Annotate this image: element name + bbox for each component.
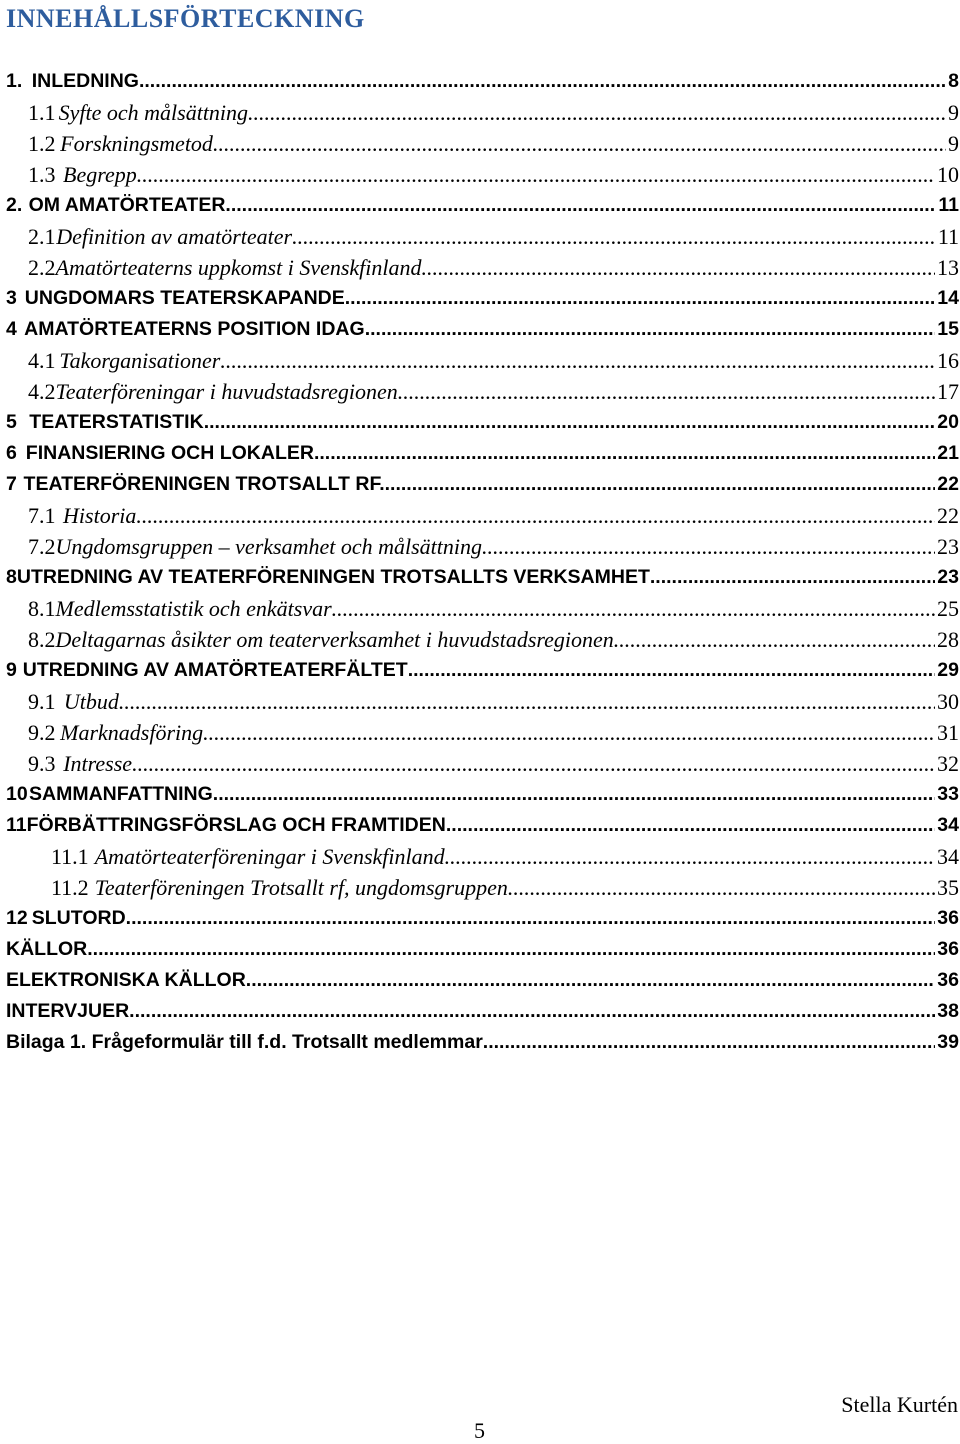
toc-entry-page: 31 bbox=[937, 719, 959, 745]
toc-entry-number: 12 bbox=[6, 907, 28, 929]
toc-entry-number: 6 bbox=[6, 442, 17, 464]
toc-entry-leader bbox=[6, 411, 935, 434]
toc-entry[interactable] bbox=[6, 469, 959, 500]
toc-entry[interactable] bbox=[6, 841, 959, 872]
toc-entry-label: SLUTORD bbox=[31, 907, 126, 929]
toc-entry-leader bbox=[6, 875, 935, 901]
toc-entry-leader bbox=[6, 100, 946, 126]
toc-entry-page: 15 bbox=[937, 318, 959, 340]
toc-entry-leader bbox=[6, 627, 935, 653]
toc-entry-leader bbox=[6, 503, 935, 529]
toc-entry-number: 8.1 bbox=[28, 595, 56, 621]
toc-entry-leader bbox=[6, 969, 935, 992]
author-name: Stella Kurtén bbox=[841, 1392, 958, 1417]
toc-entry-leader bbox=[6, 814, 935, 837]
toc-entry-label: Intresse bbox=[63, 750, 133, 776]
toc-entry[interactable] bbox=[6, 128, 959, 159]
toc-entry[interactable] bbox=[6, 438, 959, 469]
toc-entry-label: AMATÖRTEATERNS POSITION IDAG bbox=[24, 318, 365, 340]
toc-entry-number: 1.2 bbox=[28, 130, 56, 156]
toc-entry-number: 11.2 bbox=[51, 874, 89, 900]
toc-entry-label: Forskningsmetod bbox=[60, 130, 213, 156]
toc-entry-page: 29 bbox=[937, 659, 959, 681]
toc-entry-page: 10 bbox=[937, 161, 959, 187]
toc-entry-label: UNGDOMARS TEATERSKAPANDE bbox=[24, 287, 345, 309]
toc-entry-number: 1.3 bbox=[28, 161, 56, 187]
toc-title: INNEHÅLLSFÖRTECKNING bbox=[6, 4, 365, 33]
toc-entry-number: 4.1 bbox=[28, 347, 56, 373]
toc-entry-page: 20 bbox=[937, 411, 959, 433]
toc-entry-leader bbox=[6, 783, 935, 806]
toc-entry-label: OM AMATÖRTEATER bbox=[28, 194, 226, 216]
toc-entry-label: ELEKTRONISKA KÄLLOR bbox=[6, 969, 246, 991]
toc-entry-page: 22 bbox=[937, 473, 959, 495]
toc-entry[interactable] bbox=[6, 624, 959, 655]
toc-entry-page: 30 bbox=[937, 688, 959, 714]
toc-entry-number: 11 bbox=[6, 814, 27, 836]
toc-entry-number: 7.2 bbox=[28, 533, 56, 559]
toc-entry-label: Deltagarnas åsikter om teaterverksamhet i huvudstadsregionen bbox=[55, 626, 614, 652]
toc-entry-page: 14 bbox=[937, 287, 959, 309]
toc-entry-number: 5 bbox=[6, 411, 17, 433]
toc-entry-leader bbox=[6, 938, 935, 961]
toc-entry[interactable] bbox=[6, 810, 959, 841]
toc-entry-page: 17 bbox=[937, 378, 959, 404]
toc-entry-label: Teaterföreningar i huvudstadsregionen bbox=[55, 378, 398, 404]
toc-entry[interactable] bbox=[6, 593, 959, 624]
toc-entry-page: 25 bbox=[937, 595, 959, 621]
toc-entry-leader bbox=[6, 473, 935, 496]
toc-entry-number: 7 bbox=[6, 473, 17, 495]
toc-entry-label: FÖRBÄTTRINGSFÖRSLAG OCH FRAMTIDEN bbox=[26, 814, 446, 836]
toc-entry-leader bbox=[6, 162, 935, 188]
toc-entry[interactable] bbox=[6, 159, 959, 190]
toc-entry[interactable] bbox=[6, 686, 959, 717]
toc-entry-label: Amatörteaterföreningar i Svenskfinland bbox=[94, 843, 445, 869]
table-of-contents bbox=[6, 66, 959, 1058]
toc-entry-page: 36 bbox=[937, 907, 959, 929]
toc-entry-number: 2.1 bbox=[28, 223, 56, 249]
toc-entry-page: 28 bbox=[937, 626, 959, 652]
toc-entry-number: 8 bbox=[6, 566, 17, 588]
toc-entry-leader bbox=[6, 907, 935, 930]
toc-entry-leader bbox=[6, 689, 935, 715]
toc-entry-number: 1. bbox=[6, 70, 23, 92]
toc-entry-page: 36 bbox=[937, 938, 959, 960]
toc-entry[interactable] bbox=[6, 190, 959, 221]
toc-entry-number: 2.2 bbox=[28, 254, 56, 280]
toc-entry-page: 35 bbox=[937, 874, 959, 900]
toc-entry-label: SAMMANFATTNING bbox=[29, 783, 213, 805]
toc-entry-number: 11.1 bbox=[51, 843, 89, 869]
toc-entry-leader bbox=[6, 379, 935, 405]
toc-entry-page: 38 bbox=[937, 1000, 959, 1022]
toc-entry-leader bbox=[6, 224, 936, 250]
toc-entry-page: 23 bbox=[937, 566, 959, 588]
toc-entry[interactable] bbox=[6, 872, 959, 903]
toc-entry[interactable] bbox=[6, 531, 959, 562]
toc-entry-label: FINANSIERING OCH LOKALER bbox=[25, 442, 314, 464]
toc-entry-leader bbox=[6, 751, 935, 777]
toc-entry-page: 32 bbox=[937, 750, 959, 776]
toc-entry-page: 36 bbox=[937, 969, 959, 991]
toc-entry-number: 8.2 bbox=[28, 626, 56, 652]
toc-entry-leader bbox=[6, 1000, 935, 1023]
toc-entry[interactable] bbox=[6, 283, 959, 314]
toc-entry-label: KÄLLOR bbox=[6, 938, 88, 960]
toc-entry[interactable] bbox=[6, 779, 959, 810]
toc-entry-leader bbox=[6, 566, 935, 589]
toc-entry-number: 2. bbox=[6, 194, 23, 216]
toc-entry[interactable] bbox=[6, 252, 959, 283]
toc-entry-number: 10 bbox=[6, 783, 28, 805]
toc-entry[interactable] bbox=[6, 221, 959, 252]
toc-entry-leader bbox=[6, 318, 935, 341]
toc-entry-leader bbox=[6, 659, 935, 682]
toc-entry[interactable] bbox=[6, 1027, 959, 1058]
toc-entry-label: INTERVJUER bbox=[6, 1000, 130, 1022]
toc-entry-label: TEATERSTATISTIK bbox=[29, 411, 204, 433]
toc-entry-number: 7.1 bbox=[28, 502, 56, 528]
toc-entry-label: UTREDNING AV AMATÖRTEATERFÄLTET bbox=[22, 659, 408, 681]
toc-entry-page: 13 bbox=[937, 254, 959, 280]
toc-entry[interactable] bbox=[6, 562, 959, 593]
toc-entry-leader bbox=[6, 194, 936, 217]
toc-entry-number: 9.3 bbox=[28, 750, 56, 776]
toc-entry-page: 34 bbox=[937, 814, 959, 836]
toc-entry-label: Bilaga 1. Frågeformulär till f.d. Trotsallt medlemmar bbox=[6, 1031, 483, 1053]
toc-entry-label: Amatörteaterns uppkomst i Svenskfinland bbox=[55, 254, 422, 280]
toc-entry-label: Definition av amatörteater bbox=[56, 223, 293, 249]
toc-entry-leader bbox=[6, 1031, 935, 1054]
toc-entry[interactable] bbox=[6, 314, 959, 345]
toc-entry-leader bbox=[6, 720, 935, 746]
toc-entry-page: 39 bbox=[937, 1031, 959, 1053]
toc-entry-page: 11 bbox=[937, 223, 959, 249]
toc-entry-page: 23 bbox=[937, 533, 959, 559]
toc-entry-number: 1.1 bbox=[28, 99, 56, 125]
toc-entry[interactable] bbox=[6, 934, 959, 965]
toc-entry-leader bbox=[6, 348, 935, 374]
toc-entry-page: 22 bbox=[937, 502, 959, 528]
toc-entry-number: 3 bbox=[6, 287, 17, 309]
toc-entry[interactable] bbox=[6, 965, 959, 996]
toc-entry-leader bbox=[6, 844, 935, 870]
toc-entry-label: INLEDNING bbox=[31, 70, 139, 92]
toc-entry-label: Teaterföreningen Trotsallt rf, ungdomsgruppen bbox=[94, 874, 508, 900]
toc-entry[interactable] bbox=[6, 717, 959, 748]
toc-entry-leader bbox=[6, 442, 935, 465]
toc-entry[interactable] bbox=[6, 748, 959, 779]
toc-entry-number: 9.2 bbox=[28, 719, 56, 745]
toc-entry-page: 34 bbox=[937, 843, 959, 869]
toc-entry-leader bbox=[6, 70, 946, 93]
toc-entry-label: Utbud bbox=[63, 688, 119, 714]
page-number: 5 bbox=[474, 1418, 485, 1443]
toc-entry[interactable] bbox=[6, 376, 959, 407]
toc-entry[interactable] bbox=[6, 345, 959, 376]
toc-entry[interactable] bbox=[6, 903, 959, 934]
toc-entry-label: Syfte och målsättning bbox=[58, 99, 249, 125]
toc-entry-leader bbox=[6, 131, 946, 157]
toc-entry-page: 9 bbox=[948, 99, 959, 125]
toc-entry[interactable] bbox=[6, 97, 959, 128]
toc-entry-number: 4 bbox=[6, 318, 17, 340]
toc-entry[interactable] bbox=[6, 996, 959, 1027]
toc-entry-number: 4.2 bbox=[28, 378, 56, 404]
toc-entry-leader bbox=[6, 534, 935, 560]
toc-entry-page: 33 bbox=[937, 783, 959, 805]
toc-entry[interactable] bbox=[6, 500, 959, 531]
toc-entry-number: 9.1 bbox=[28, 688, 56, 714]
toc-entry-leader bbox=[6, 287, 935, 310]
toc-entry[interactable] bbox=[6, 407, 959, 438]
toc-entry-label: Marknadsföring bbox=[60, 719, 204, 745]
toc-entry-label: Ungdomsgruppen – verksamhet och målsättning bbox=[55, 533, 483, 559]
toc-entry-label: UTREDNING AV TEATERFÖRENINGEN TROTSALLTS VERKSAMHET bbox=[16, 566, 650, 588]
toc-entry-leader bbox=[6, 596, 935, 622]
toc-entry-page: 8 bbox=[948, 70, 959, 92]
toc-entry-leader bbox=[6, 255, 935, 281]
toc-entry-label: TEATERFÖRENINGEN TROTSALLT RF. bbox=[23, 473, 385, 495]
toc-entry-label: Medlemsstatistik och enkätsvar bbox=[55, 595, 332, 621]
toc-entry-number: 9 bbox=[6, 659, 17, 681]
toc-entry-label: Begrepp bbox=[63, 161, 137, 187]
toc-entry-page: 21 bbox=[937, 442, 959, 464]
toc-entry-page: 11 bbox=[938, 194, 959, 216]
toc-entry[interactable] bbox=[6, 66, 959, 97]
toc-entry[interactable] bbox=[6, 655, 959, 686]
toc-entry-label: Takorganisationer bbox=[59, 347, 221, 373]
toc-entry-page: 9 bbox=[948, 130, 959, 156]
toc-entry-page: 16 bbox=[937, 347, 959, 373]
toc-entry-label: Historia bbox=[63, 502, 137, 528]
